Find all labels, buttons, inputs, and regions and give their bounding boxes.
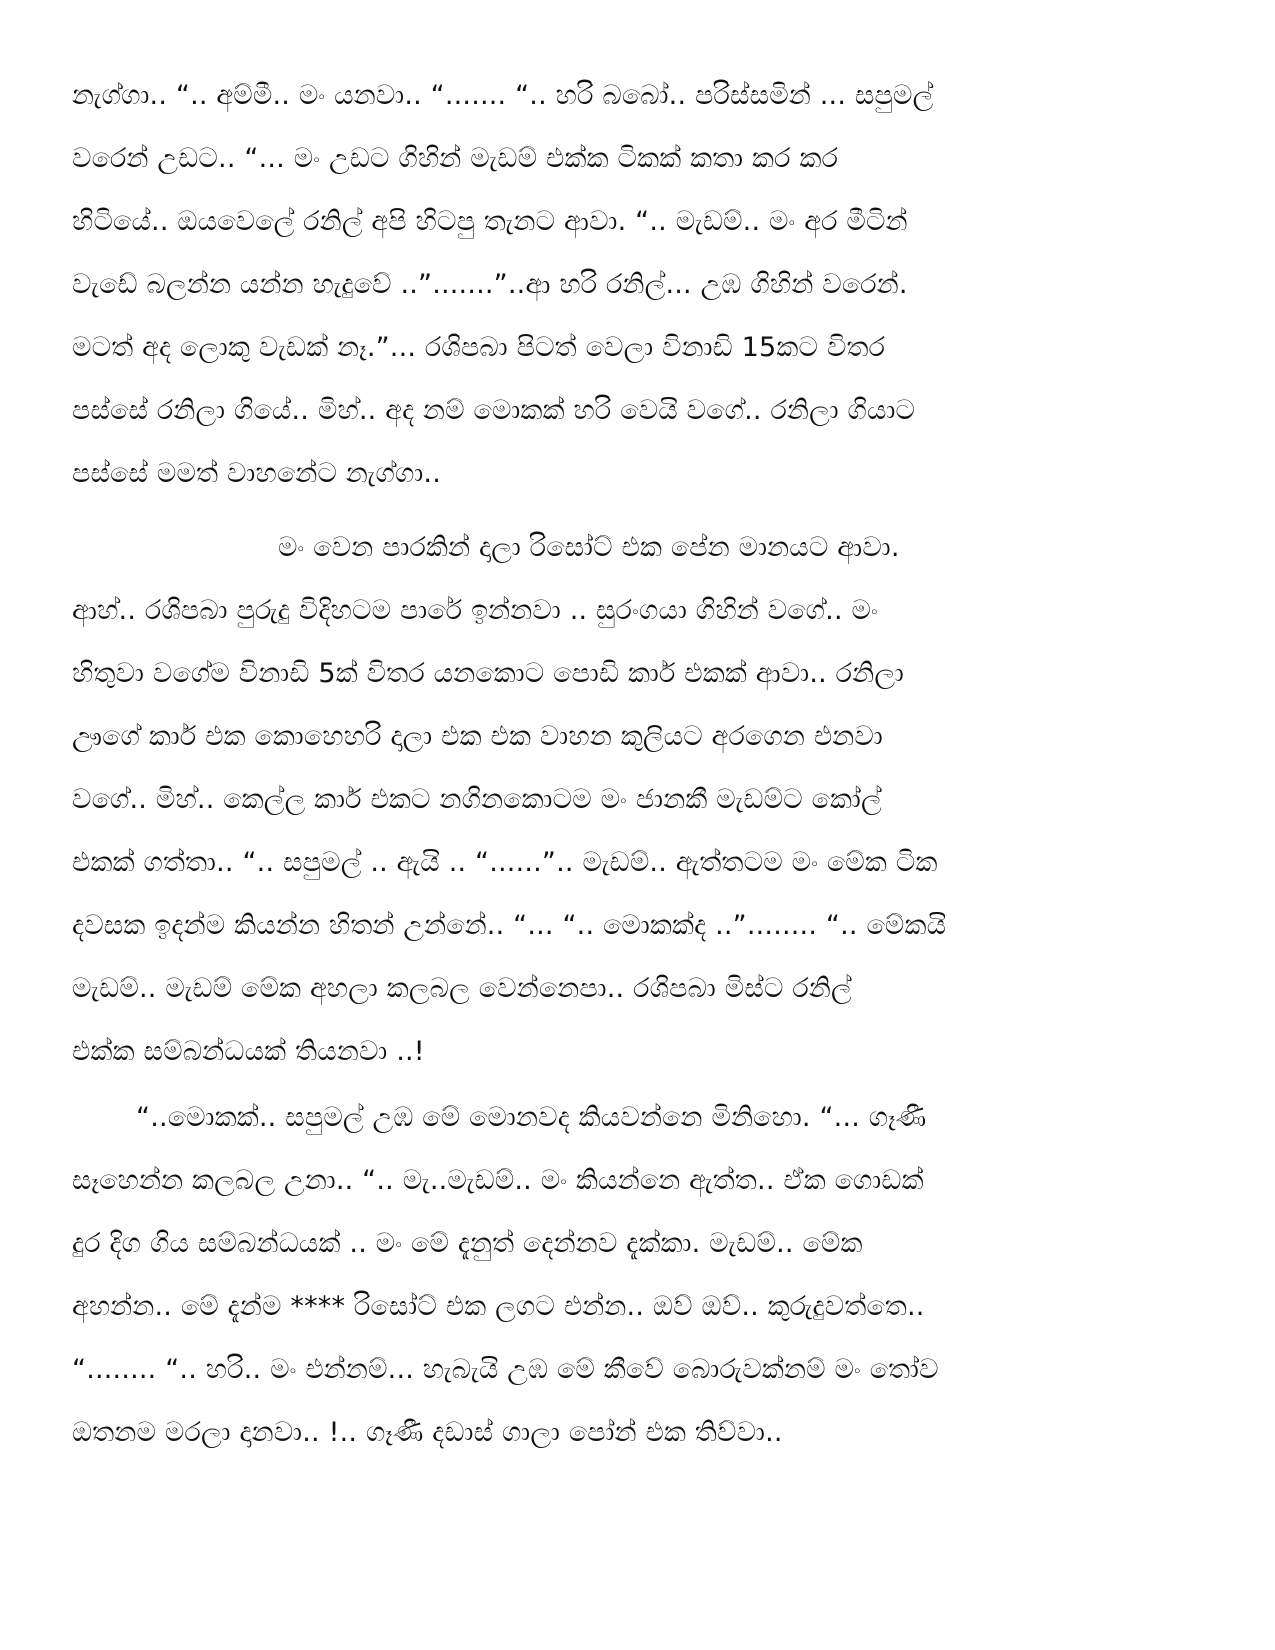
text-line: ඔතනම මරලා දානවා.. !.. ගෑණී දඩාස් ගාලා පෝන් එක තිව්වා..: [72, 1417, 783, 1448]
text-line: දුර දිග ගිය සම්බන්ධයක් .. මං මේ දැනුත් දෙන්නව දැක්කා. මැඩම්.. මේක: [72, 1228, 863, 1259]
text-line: “..මොකක්.. සපුමල් උඹ මේ මොනවද කියවන්නෙ මිනිහො. “... ගෑණී: [136, 1102, 927, 1133]
text-line: මැඩම්.. මැඩම් මේක අහලා කලබල වෙන්නෙපා.. රශිපබා මිස්ට රනිල්: [72, 973, 852, 1004]
text-line: සෑහෙන්න කලබල උනා.. “.. මැ..මැඩම්.. මං කියන්නෙ ඇත්ත.. ඒක ගොඩක්: [72, 1165, 924, 1196]
text-line: වගේ.. මිහ්.. කෙල්ල කාර් එකට නගිනකොටම මං ජානකී මැඩම්ට කෝල්: [72, 784, 882, 815]
text-line: අහන්න.. මේ දැන්ම **** රිසෝට් එක ලගට එන්න.. ඔව් ඔව්.. කුරුදුවත්තෙ..: [72, 1291, 925, 1322]
text-line: හිතුවා වගේම විනාඩි 5ක් විතර යනකොට පොඩි කාර් එකක් ආවා.. රනිලා: [72, 658, 904, 689]
text-line: නැග්ගා.. “.. අම්මී.. මං යනවා.. “....... “.. හරි බබෝ.. පරිස්සමින් ... සපුමල්: [72, 80, 934, 111]
text-line: එකක් ගත්තා.. “.. සපුමල් .. ඇයි .. “......”.. මැඩම්.. ඇත්තටම මං මේක ටික: [72, 847, 938, 878]
text-line: වරෙන් උඩට.. “... මං උඩට ගිහින් මැඩම් එක්ක ටිකක් කතා කර කර: [72, 143, 839, 174]
text-line: මං වෙන පාරකින් දාලා රිසෝට් එක පේන මානයට ආවා.: [278, 532, 900, 563]
paragraph-2: [72, 516, 1212, 1083]
text-line: දවසක ඉදන්ම කියන්න හිතන් උන්නේ.. “... “.. මොකක්ද ..”........ “.. මේකයි: [72, 910, 947, 941]
paragraph-3: [72, 1086, 1212, 1464]
text-line: මටත් අද ලොකු වැඩක් නෑ.”... රශිපබා පිටත් වෙලා විනාඩි 15කට විතර: [72, 332, 886, 363]
text-line: ආහ්.. රශිපබා පුරුදු විදිහටම පාරේ ඉන්නවා .. සුරංගයා ගිහින් වගේ.. මං: [72, 595, 878, 626]
text-line: වැඩේ බලන්න යන්න හැදුවේ ..”.......”..ආ හරි රනිල්... උඹ ගිහින් වරෙන්.: [72, 269, 908, 300]
text-line: පස්සේ රනිලා ගියේ.. මිහ්.. අද නම් මොකක් හරි වෙයි වගේ.. රනිලා ගියාට: [72, 395, 916, 426]
text-line: එක්ක සම්බන්ධයක් තියනවා ..!: [72, 1036, 425, 1067]
paragraph-1: [72, 64, 1212, 505]
text-line: ඌගේ කාර් එක කොහෙහරි දාලා එක එක වාහන කුලියට අරගෙන එනවා: [72, 721, 883, 752]
text-line: පස්සේ මමත් වාහනේට නැග්ගා..: [72, 458, 441, 489]
text-line: හිටියේ.. ඔයවෙලේ රනිල් අපි හිටපු තැනට ආවා. “.. මැඩම්.. මං අර මීටින්: [72, 206, 908, 237]
text-line: “........ “.. හරි.. මං එන්නම්... හැබැයි උඹ මේ කීවේ බොරුවක්නම් මං තෝව: [72, 1354, 939, 1385]
